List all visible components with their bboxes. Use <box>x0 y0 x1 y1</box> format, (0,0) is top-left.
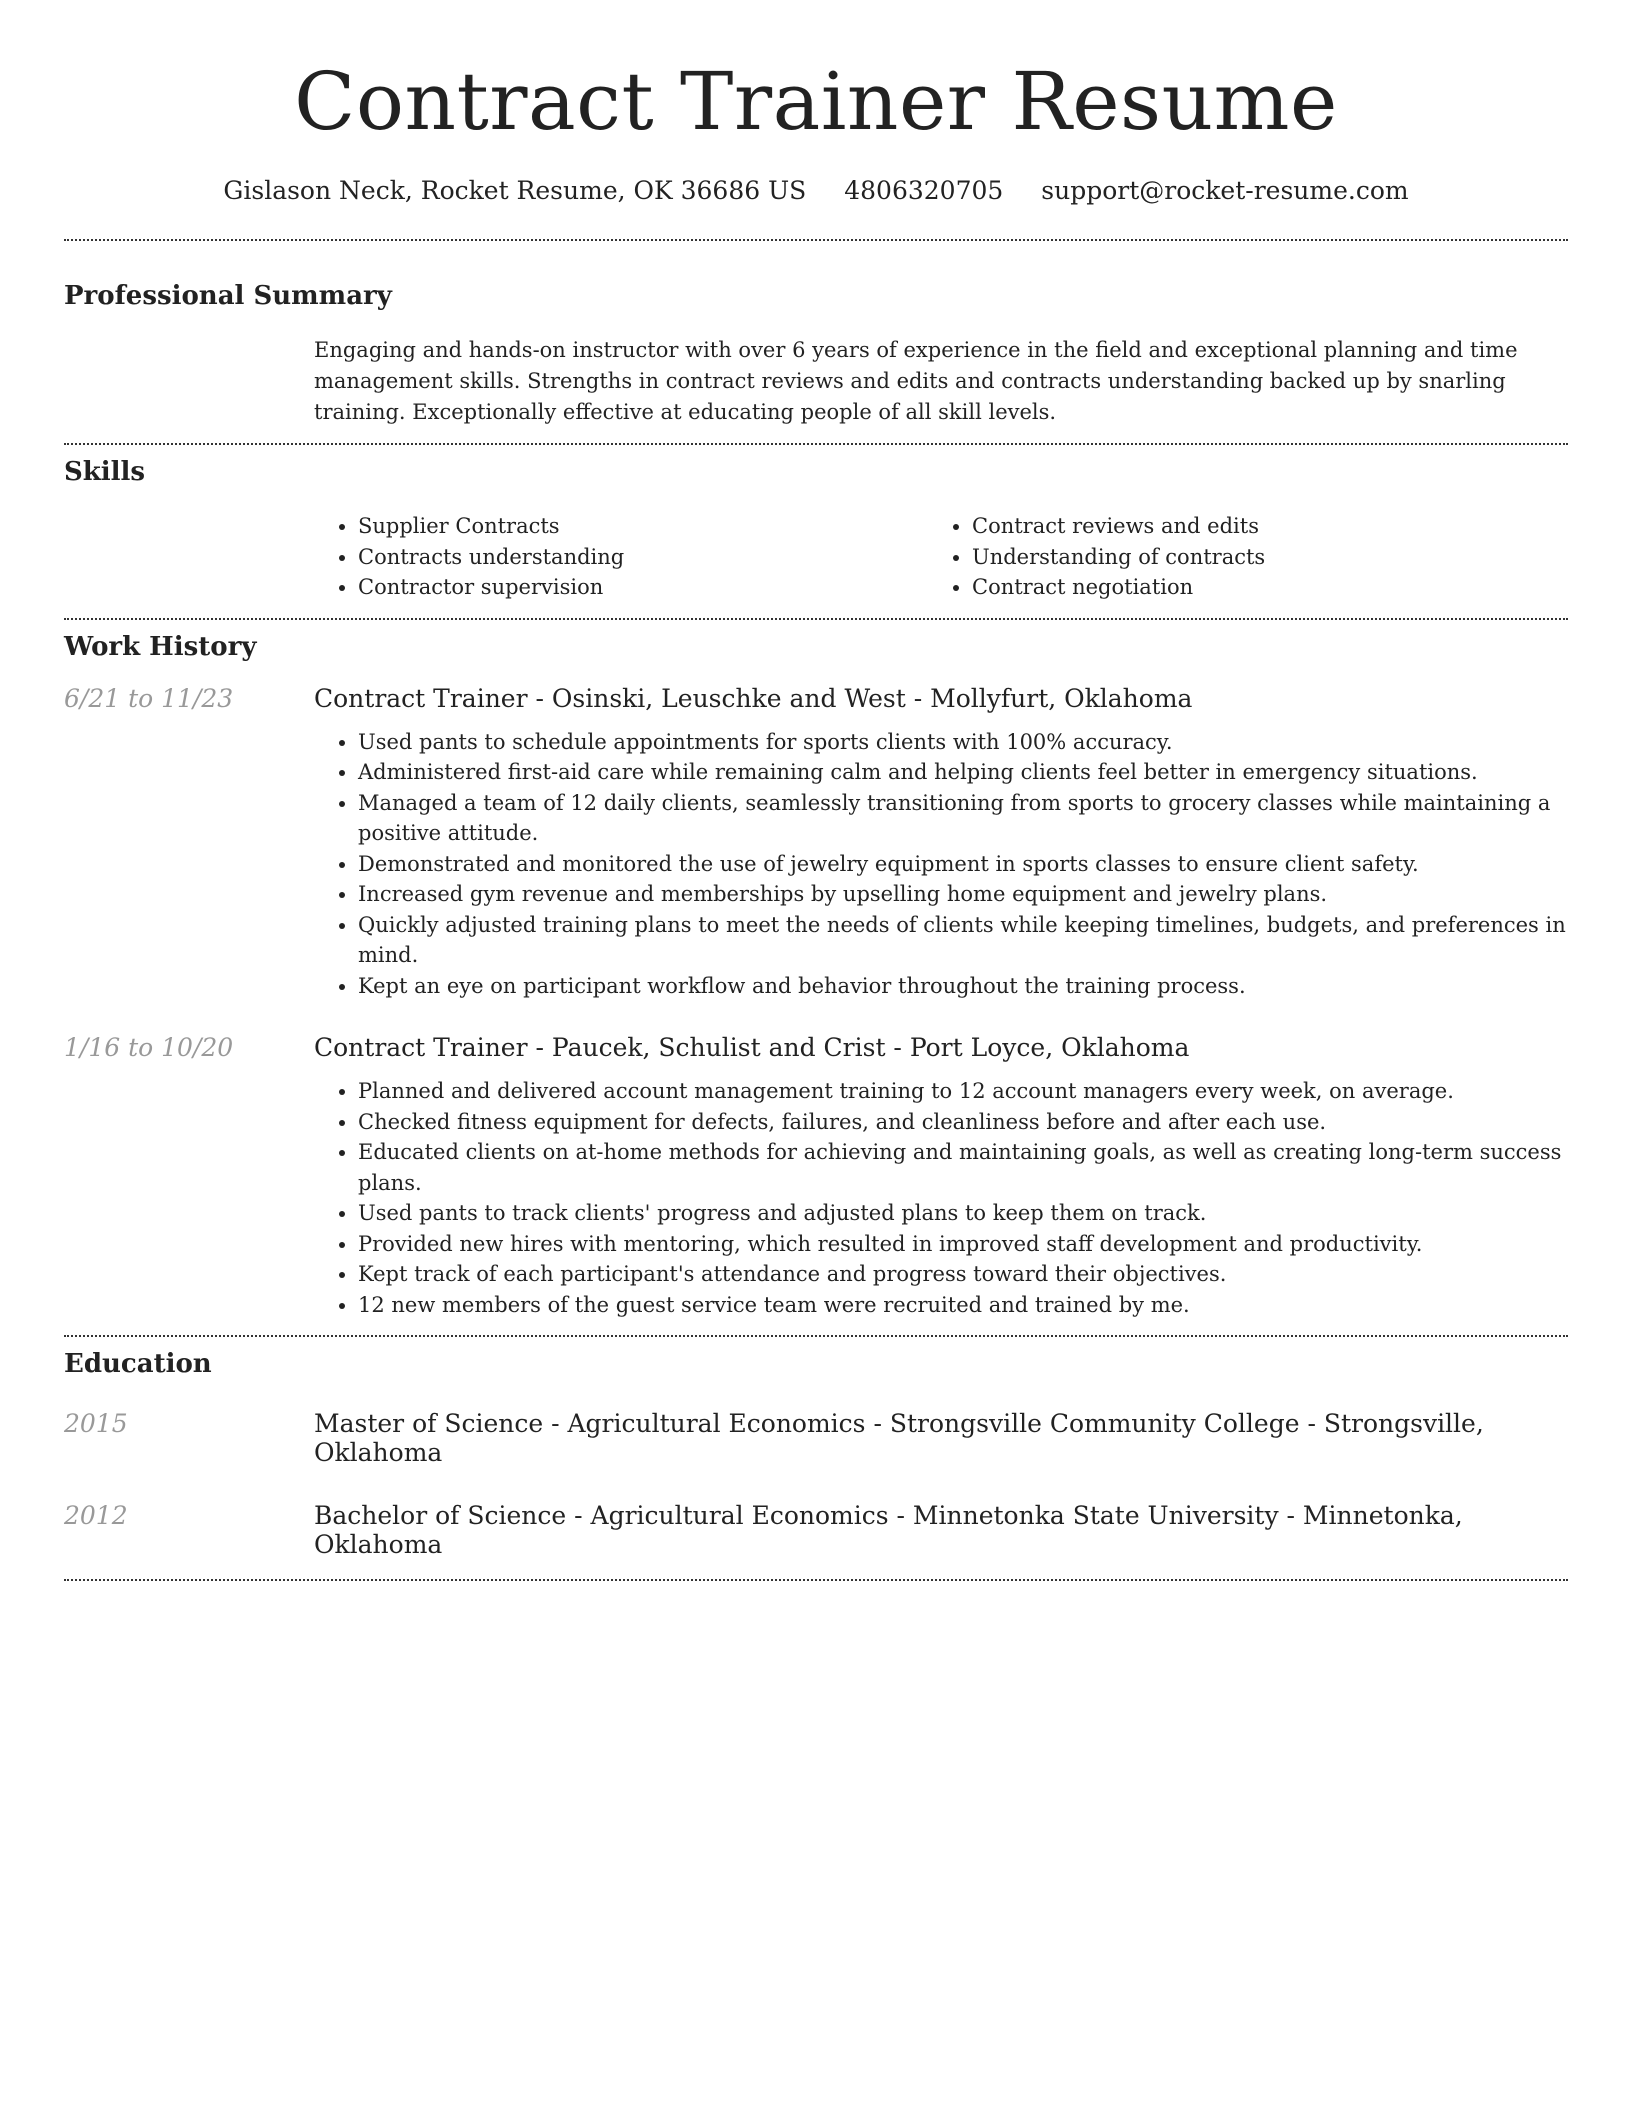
contact-line <box>64 176 1568 205</box>
education-degree: Bachelor of Science - Agricultural Economics <box>314 1501 889 1530</box>
list-item: • Kept an eye on participant workflow and behavior throughout the training process. <box>358 971 1568 1002</box>
job-dates: 1/16 to 10/20 <box>64 1033 234 1062</box>
section-title-summary: Professional Summary <box>64 281 392 311</box>
list-item: • Used pants to schedule appointments for sports clients with 100% accuracy. <box>358 727 1568 758</box>
divider <box>64 1579 1568 1581</box>
resume-title: Contract Trainer Resume <box>294 55 1338 148</box>
education-entry <box>64 1409 1568 1467</box>
list-item: • Administered first-aid care while remaining calm and helping clients feel better in emergency situations. <box>358 757 1568 788</box>
summary-text: Engaging and hands-on instructor with over 6 years of experience in the field and exceptional planning and time management skills. Strengths in contract reviews and edits and contracts understanding backed up by snarling training. Exceptionally effective at educating people of all skill levels. <box>314 338 1518 424</box>
work-section <box>64 632 1568 1321</box>
education-school: Strongsville Community College - Strongsville, Oklahoma <box>314 1409 1484 1467</box>
list-item: • Planned and delivered account management training to 12 account managers every week, on average. <box>358 1076 1568 1107</box>
summary-section <box>64 281 1568 428</box>
job-header <box>64 1033 1568 1062</box>
divider <box>64 239 1568 241</box>
job-entry <box>64 684 1568 1002</box>
list-item: • Checked fitness equipment for defects, failures, and cleanliness before and after each use. <box>358 1107 1568 1138</box>
list-item: • Quickly adjusted training plans to meet the needs of clients while keeping timelines, budgets, and preferences in mind. <box>358 910 1568 971</box>
list-item: • Demonstrated and monitored the use of jewelry equipment in sports classes to ensure client safety. <box>358 849 1568 880</box>
education-entry <box>64 1501 1568 1559</box>
job-dates: 6/21 to 11/23 <box>64 683 234 713</box>
skill-item: • Contracts understanding <box>358 542 928 573</box>
education-year: 2015 <box>64 1409 128 1438</box>
skill-item: • Contract negotiation <box>972 572 1568 603</box>
contact-address: Gislason Neck, Rocket Resume, OK 36686 US <box>223 176 807 205</box>
job-details <box>314 727 1568 1002</box>
job-entry <box>64 1033 1568 1320</box>
education-heading: Bachelor of Science - Agricultural Economics - Minnetonka State University - Minnetonka, Oklahoma <box>314 1501 1463 1559</box>
divider <box>64 618 1568 620</box>
list-item: • Managed a team of 12 daily clients, seamlessly transitioning from sports to grocery classes while maintaining a positive attitude. <box>358 788 1568 849</box>
education-section <box>64 1349 1568 1559</box>
skill-item: • Supplier Contracts <box>358 511 928 542</box>
section-title-work: Work History <box>64 631 257 662</box>
education-school: Minnetonka State University - Minnetonka, Oklahoma <box>314 1501 1463 1559</box>
list-item: • Used pants to track clients' progress and adjusted plans to keep them on track. <box>358 1198 1568 1229</box>
list-item: • Educated clients on at-home methods for achieving and maintaining goals, as well as creating long-term success plans. <box>358 1137 1568 1198</box>
divider <box>64 1335 1568 1337</box>
skill-item: • Contract reviews and edits <box>972 511 1568 542</box>
contact-phone: 4806320705 <box>844 176 1004 205</box>
list-item: • Provided new hires with mentoring, which resulted in improved staff development and productivity. <box>358 1229 1568 1260</box>
job-heading: Contract Trainer - Osinski, Leuschke and West - Mollyfurt, Oklahoma <box>314 683 1193 713</box>
list-item: • Increased gym revenue and memberships by upselling home equipment and jewelry plans. <box>358 879 1568 910</box>
job-bullets <box>314 1076 1568 1320</box>
divider <box>64 443 1568 445</box>
skills-section <box>64 457 1568 603</box>
job-header <box>64 684 1568 713</box>
education-heading: Master of Science - Agricultural Economics - Strongsville Community College - Strongsville, Oklahoma <box>314 1409 1484 1467</box>
contact-email: support@rocket-resume.com <box>1041 176 1409 205</box>
skills-list-left <box>314 511 928 603</box>
list-item: • Kept track of each participant's attendance and progress toward their objectives. <box>358 1259 1568 1290</box>
education-degree: Master of Science - Agricultural Economics <box>314 1409 866 1438</box>
education-year: 2012 <box>64 1501 128 1530</box>
summary-body <box>314 335 1568 428</box>
skills-grid <box>314 511 1568 603</box>
job-heading: Contract Trainer - Paucek, Schulist and Crist - Port Loyce, Oklahoma <box>314 1033 1190 1062</box>
skills-list-right <box>928 511 1568 603</box>
skill-item: • Understanding of contracts <box>972 542 1568 573</box>
job-bullets <box>314 727 1568 1002</box>
section-title-skills: Skills <box>64 457 146 487</box>
skill-item: • Contractor supervision <box>358 572 928 603</box>
job-details <box>314 1076 1568 1320</box>
section-title-education: Education <box>64 1349 212 1379</box>
list-item: • 12 new members of the guest service team were recruited and trained by me. <box>358 1290 1568 1321</box>
